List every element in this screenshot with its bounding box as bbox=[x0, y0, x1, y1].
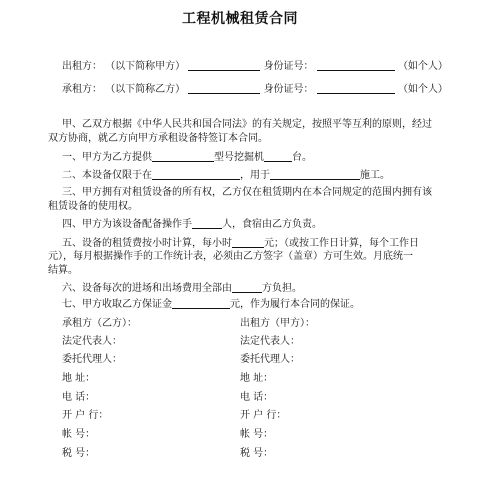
clause-1-qty-blank[interactable] bbox=[264, 150, 292, 162]
sig-left-bank: 开 户 行： bbox=[62, 410, 109, 421]
clause-2-purpose-blank[interactable] bbox=[270, 168, 360, 180]
sig-left-account: 帐 号： bbox=[62, 429, 96, 440]
lessor-id-blank[interactable] bbox=[317, 59, 395, 71]
clause-5-line-1 bbox=[62, 236, 419, 251]
sig-right-address: 地 址： bbox=[240, 373, 274, 384]
clause-2-text-a: 二、本设备仅限于在 bbox=[62, 170, 152, 181]
lessor-line bbox=[62, 59, 448, 74]
contract-title: 工程机械租赁合同 bbox=[182, 11, 298, 27]
lessee-line bbox=[62, 82, 448, 97]
sig-right-phone: 电 话： bbox=[240, 392, 274, 403]
clause-4-operators-blank[interactable] bbox=[192, 217, 222, 229]
clause-5-line-3: 结算。 bbox=[48, 265, 78, 276]
clause-2-text-c: 施工。 bbox=[360, 170, 390, 181]
clause-2-location-blank[interactable] bbox=[152, 168, 240, 180]
lessee-label: 承租方： bbox=[62, 84, 102, 95]
clause-6-text-a: 六、设备每次的进场和出场费用全部由 bbox=[62, 283, 232, 294]
clause-7 bbox=[62, 297, 360, 312]
clause-1-text-a: 一、甲方为乙方提供 bbox=[62, 152, 152, 163]
clause-7-text-a: 七、甲方收取乙方保证金 bbox=[62, 299, 172, 310]
lessee-suffix: （如个人） bbox=[397, 84, 448, 95]
lessee-name-blank[interactable] bbox=[188, 82, 260, 94]
clause-6-party-blank[interactable] bbox=[232, 281, 262, 293]
clause-4-text-a: 四、甲方为该设备配备操作手 bbox=[62, 219, 192, 230]
sig-left-party: 承租方（乙方）： bbox=[62, 318, 137, 329]
lessee-note: （以下简称乙方） bbox=[105, 84, 186, 95]
sig-right-bank: 开 户 行： bbox=[240, 410, 287, 421]
lessor-suffix: （如个人） bbox=[397, 61, 448, 72]
clause-5-text-b: 元；（或按工作日计算，每个工作日 bbox=[264, 238, 419, 249]
lessor-note: （以下简称甲方） bbox=[105, 61, 186, 72]
sig-left-address: 地 址： bbox=[62, 373, 96, 384]
sig-left-phone: 电 话： bbox=[62, 392, 96, 403]
clause-2 bbox=[62, 168, 390, 183]
lessor-id-label: 身份证号： bbox=[263, 61, 314, 72]
clause-2-text-b: ，用于 bbox=[240, 170, 270, 181]
intro-line-2: 双方协商，就乙方向甲方承租设备特签订本合同。 bbox=[48, 133, 268, 144]
sig-left-legal-rep: 法定代表人： bbox=[62, 336, 122, 347]
clause-6-text-b: 方负担。 bbox=[262, 283, 302, 294]
clause-6 bbox=[62, 281, 302, 296]
clause-5-text-a: 五、设备的租赁费按小时计算，每小时 bbox=[62, 238, 232, 249]
sig-left-agent: 委托代理人： bbox=[62, 354, 122, 365]
sig-right-agent: 委托代理人： bbox=[240, 354, 300, 365]
sig-right-legal-rep: 法定代表人： bbox=[240, 336, 300, 347]
clause-5-line-2: 元），每月根据操作手的工作统计表，必须由乙方签字（盖章）方可生效。月底统一 bbox=[48, 251, 413, 262]
clause-3-line-1: 三、甲方拥有对租赁设备的所有权，乙方仅在租赁期内在本合同规定的范围内拥有该 bbox=[62, 187, 432, 198]
clause-7-text-b: 元，作为履行本合同的保证。 bbox=[230, 299, 360, 310]
sig-right-account: 帐 号： bbox=[240, 429, 274, 440]
clause-5-hourly-blank[interactable] bbox=[232, 236, 264, 248]
lessee-id-blank[interactable] bbox=[317, 82, 395, 94]
clause-1-text-c: 台。 bbox=[292, 152, 312, 163]
lessor-name-blank[interactable] bbox=[188, 59, 260, 71]
clause-1-model-blank[interactable] bbox=[152, 150, 214, 162]
sig-right-tax: 税 号： bbox=[240, 448, 274, 459]
clause-4 bbox=[62, 217, 322, 232]
clause-4-text-b: 人，食宿由乙方负责。 bbox=[222, 219, 322, 230]
sig-left-tax: 税 号： bbox=[62, 448, 96, 459]
intro-line-1: 甲、乙双方根据《中华人民共和国合同法》的有关规定，按照平等互利的原则，经过 bbox=[62, 119, 432, 130]
lessor-label: 出租方： bbox=[62, 61, 102, 72]
clause-7-deposit-blank[interactable] bbox=[172, 297, 230, 309]
clause-3-line-2: 租赁设备的使用权。 bbox=[48, 201, 138, 212]
sig-right-party: 出租方（甲方）： bbox=[240, 318, 315, 329]
clause-1 bbox=[62, 150, 312, 165]
clause-1-text-b: 型号挖掘机 bbox=[214, 152, 264, 163]
lessee-id-label: 身份证号： bbox=[263, 84, 314, 95]
